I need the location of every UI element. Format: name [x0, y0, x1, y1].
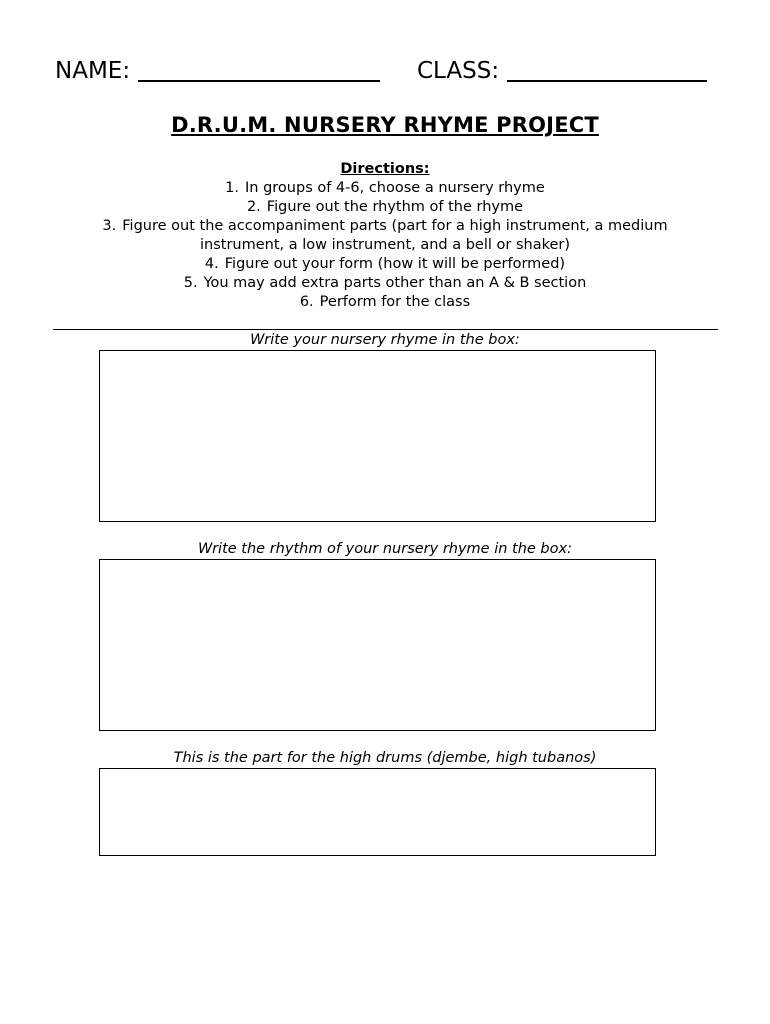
list-item: [60, 274, 710, 293]
list-item: [60, 198, 710, 217]
step-number: 6.: [299, 294, 314, 310]
step-text: Figure out the rhythm of the rhyme: [266, 199, 524, 215]
class-field: [417, 56, 707, 85]
list-item: [60, 179, 710, 198]
name-field: [55, 56, 380, 85]
header-row: [55, 56, 715, 86]
name-label: NAME:: [55, 58, 131, 84]
directions-section: [60, 160, 710, 312]
step-number: 5.: [183, 275, 198, 291]
high-drums-answer-box[interactable]: [99, 768, 656, 856]
step-number: 1.: [225, 180, 239, 196]
step-text: Figure out your form (how it will be performed): [224, 256, 566, 272]
step-text: Perform for the class: [319, 294, 471, 310]
step-number: 2.: [246, 199, 261, 215]
list-item: [60, 217, 710, 255]
page-title: D.R.U.M. NURSERY RHYME PROJECT: [171, 113, 599, 137]
step-text: You may add extra parts other than an A & B section: [203, 275, 587, 291]
step-text: Figure out the accompaniment parts (part for a high instrument, a medium instrument, a low instrument, and a bell or shaker): [122, 218, 668, 253]
class-label: CLASS:: [417, 58, 500, 84]
name-blank-line[interactable]: [138, 56, 380, 82]
step-number: 4.: [204, 256, 219, 272]
rhythm-answer-box[interactable]: [99, 559, 656, 731]
section-divider: [53, 329, 718, 330]
rhythm-box-label: Write the rhythm of your nursery rhyme in the box:: [198, 541, 572, 557]
directions-heading: Directions:: [340, 161, 430, 177]
high-drums-box-label: This is the part for the high drums (djembe, high tubanos): [173, 750, 597, 766]
step-text: In groups of 4-6, choose a nursery rhyme: [245, 180, 545, 196]
rhyme-answer-box[interactable]: [99, 350, 656, 522]
rhyme-box-label: Write your nursery rhyme in the box:: [250, 332, 520, 348]
list-item: [60, 293, 710, 312]
directions-list: [60, 179, 710, 312]
list-item: [60, 255, 710, 274]
step-number: 3.: [102, 218, 117, 234]
class-blank-line[interactable]: [507, 56, 707, 82]
